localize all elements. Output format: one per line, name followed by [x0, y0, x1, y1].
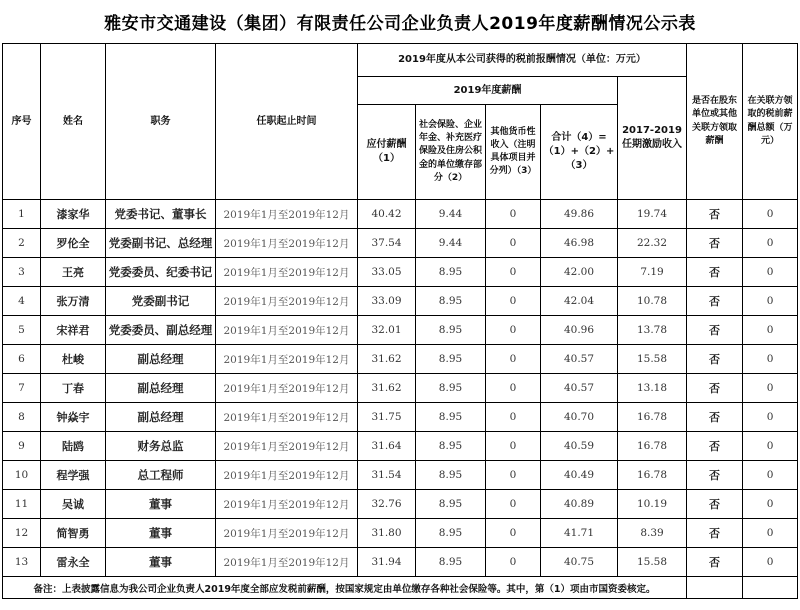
cell-total: 46.98: [541, 229, 618, 258]
cell-term: 2019年1月至2019年12月: [216, 287, 358, 316]
cell-term: 2019年1月至2019年12月: [216, 316, 358, 345]
cell-related-amount: 0: [743, 345, 798, 374]
cell-term: 2019年1月至2019年12月: [216, 374, 358, 403]
cell-name: 张万清: [41, 287, 106, 316]
cell-other-income: 0: [486, 461, 541, 490]
cell-other-income: 0: [486, 432, 541, 461]
cell-insurance: 8.95: [416, 287, 486, 316]
cell-related: 否: [687, 519, 743, 548]
cell-related: 否: [687, 548, 743, 577]
table-row: [3, 258, 798, 287]
cell-payable: 40.42: [358, 200, 416, 229]
cell-position: 党委委员、纪委书记: [106, 258, 216, 287]
cell-term: 2019年1月至2019年12月: [216, 461, 358, 490]
cell-total: 40.96: [541, 316, 618, 345]
cell-payable: 33.05: [358, 258, 416, 287]
cell-payable: 31.54: [358, 461, 416, 490]
table-row: [3, 374, 798, 403]
table-body: [3, 200, 798, 577]
cell-name: 程学强: [41, 461, 106, 490]
cell-insurance: 8.95: [416, 258, 486, 287]
cell-insurance: 9.44: [416, 200, 486, 229]
cell-related: 否: [687, 258, 743, 287]
cell-no: 4: [3, 287, 41, 316]
cell-no: 6: [3, 345, 41, 374]
cell-payable: 32.01: [358, 316, 416, 345]
cell-incentive: 15.58: [618, 548, 687, 577]
cell-incentive: 22.32: [618, 229, 687, 258]
cell-total: 40.59: [541, 432, 618, 461]
cell-total: 40.57: [541, 374, 618, 403]
cell-incentive: 10.78: [618, 287, 687, 316]
cell-name: 杜峻: [41, 345, 106, 374]
cell-no: 9: [3, 432, 41, 461]
col-header-name: 姓名: [41, 44, 106, 200]
cell-position: 党委副书记、总经理: [106, 229, 216, 258]
cell-related: 否: [687, 490, 743, 519]
cell-insurance: 8.95: [416, 519, 486, 548]
cell-payable: 31.62: [358, 374, 416, 403]
col-header-incentive: 2017-2019任期激励收入: [618, 77, 687, 200]
cell-payable: 31.62: [358, 345, 416, 374]
cell-related: 否: [687, 229, 743, 258]
table-row: [3, 548, 798, 577]
col-group-pretax: 2019年度从本公司获得的税前报酬情况（单位：万元）: [358, 44, 687, 77]
cell-total: 40.57: [541, 345, 618, 374]
cell-name: 简智勇: [41, 519, 106, 548]
table-header: [3, 44, 798, 200]
table-row: [3, 345, 798, 374]
cell-related: 否: [687, 200, 743, 229]
cell-position: 董事: [106, 548, 216, 577]
cell-no: 5: [3, 316, 41, 345]
cell-name: 钟焱宇: [41, 403, 106, 432]
cell-related-amount: 0: [743, 548, 798, 577]
col-header-no: 序号: [3, 44, 41, 200]
cell-no: 10: [3, 461, 41, 490]
cell-related-amount: 0: [743, 200, 798, 229]
cell-total: 40.75: [541, 548, 618, 577]
cell-no: 7: [3, 374, 41, 403]
cell-other-income: 0: [486, 287, 541, 316]
table-row: [3, 490, 798, 519]
cell-payable: 31.64: [358, 432, 416, 461]
cell-position: 董事: [106, 519, 216, 548]
cell-related-amount: 0: [743, 519, 798, 548]
cell-incentive: 16.78: [618, 432, 687, 461]
cell-related-amount: 0: [743, 229, 798, 258]
table-row: [3, 316, 798, 345]
cell-insurance: 8.95: [416, 374, 486, 403]
cell-name: 宋祥君: [41, 316, 106, 345]
cell-position: 副总经理: [106, 374, 216, 403]
table-row: [3, 461, 798, 490]
page-title: 雅安市交通建设（集团）有限责任公司企业负责人2019年度薪酬情况公示表: [104, 14, 696, 34]
col-header-other-income: 其他货币性收入（注明具体项目并分列）（3）: [486, 105, 541, 200]
cell-other-income: 0: [486, 548, 541, 577]
col-header-insurance: 社会保险、企业年金、补充医疗保险及住房公积金的单位缴存部分（2）: [416, 105, 486, 200]
cell-no: 8: [3, 403, 41, 432]
cell-term: 2019年1月至2019年12月: [216, 258, 358, 287]
cell-related: 否: [687, 432, 743, 461]
cell-incentive: 8.39: [618, 519, 687, 548]
cell-no: 2: [3, 229, 41, 258]
col-header-related-amount: 在关联方领取的税前薪酬总额（万元）: [743, 44, 798, 200]
cell-related-amount: 0: [743, 258, 798, 287]
col-header-total: 合计（4）=（1）+（2）+（3）: [541, 105, 618, 200]
cell-related-amount: 0: [743, 490, 798, 519]
col-header-position: 职务: [106, 44, 216, 200]
cell-incentive: 16.78: [618, 461, 687, 490]
cell-insurance: 8.95: [416, 316, 486, 345]
col-header-related: 是否在股东单位或其他关联方领取薪酬: [687, 44, 743, 200]
cell-no: 1: [3, 200, 41, 229]
cell-term: 2019年1月至2019年12月: [216, 345, 358, 374]
cell-no: 11: [3, 490, 41, 519]
cell-name: 罗伦全: [41, 229, 106, 258]
cell-related: 否: [687, 287, 743, 316]
cell-other-income: 0: [486, 403, 541, 432]
cell-insurance: 8.95: [416, 403, 486, 432]
table-row: [3, 403, 798, 432]
table-footer: [3, 577, 798, 599]
cell-position: 财务总监: [106, 432, 216, 461]
cell-other-income: 0: [486, 200, 541, 229]
col-group-2019-salary: 2019年度薪酬: [358, 77, 618, 105]
cell-other-income: 0: [486, 316, 541, 345]
cell-incentive: 10.19: [618, 490, 687, 519]
cell-other-income: 0: [486, 229, 541, 258]
cell-position: 党委委员、副总经理: [106, 316, 216, 345]
cell-position: 党委书记、董事长: [106, 200, 216, 229]
cell-term: 2019年1月至2019年12月: [216, 519, 358, 548]
cell-payable: 37.54: [358, 229, 416, 258]
cell-total: 41.71: [541, 519, 618, 548]
cell-related: 否: [687, 403, 743, 432]
cell-position: 总工程师: [106, 461, 216, 490]
cell-related-amount: 0: [743, 461, 798, 490]
cell-no: 3: [3, 258, 41, 287]
cell-total: 42.04: [541, 287, 618, 316]
cell-insurance: 8.95: [416, 432, 486, 461]
cell-total: 40.49: [541, 461, 618, 490]
cell-payable: 31.80: [358, 519, 416, 548]
cell-payable: 33.09: [358, 287, 416, 316]
cell-insurance: 8.95: [416, 490, 486, 519]
cell-payable: 31.94: [358, 548, 416, 577]
cell-no: 13: [3, 548, 41, 577]
cell-position: 副总经理: [106, 403, 216, 432]
cell-related: 否: [687, 345, 743, 374]
cell-related-amount: 0: [743, 316, 798, 345]
cell-total: 49.86: [541, 200, 618, 229]
cell-incentive: 19.74: [618, 200, 687, 229]
cell-term: 2019年1月至2019年12月: [216, 229, 358, 258]
footer-empty-cell-1: [687, 577, 743, 599]
cell-incentive: 15.58: [618, 345, 687, 374]
cell-other-income: 0: [486, 519, 541, 548]
footer-note: 备注：上表披露信息为我公司企业负责人2019年度全部应发税前薪酬，按国家规定由单位缴存各种社会保险等。其中，第（1）项由市国资委核定。: [3, 577, 687, 599]
cell-name: 王亮: [41, 258, 106, 287]
cell-other-income: 0: [486, 490, 541, 519]
cell-incentive: 13.78: [618, 316, 687, 345]
cell-total: 40.70: [541, 403, 618, 432]
cell-incentive: 16.78: [618, 403, 687, 432]
cell-name: 陆鸥: [41, 432, 106, 461]
col-header-payable: 应付薪酬（1）: [358, 105, 416, 200]
cell-insurance: 8.95: [416, 345, 486, 374]
cell-term: 2019年1月至2019年12月: [216, 200, 358, 229]
cell-incentive: 7.19: [618, 258, 687, 287]
cell-related: 否: [687, 316, 743, 345]
cell-term: 2019年1月至2019年12月: [216, 548, 358, 577]
table-row: [3, 432, 798, 461]
cell-position: 党委副书记: [106, 287, 216, 316]
cell-insurance: 8.95: [416, 548, 486, 577]
cell-other-income: 0: [486, 345, 541, 374]
cell-related-amount: 0: [743, 432, 798, 461]
cell-insurance: 9.44: [416, 229, 486, 258]
col-header-term: 任职起止时间: [216, 44, 358, 200]
cell-other-income: 0: [486, 374, 541, 403]
cell-name: 吴诚: [41, 490, 106, 519]
salary-table: [2, 43, 798, 599]
cell-term: 2019年1月至2019年12月: [216, 403, 358, 432]
cell-related-amount: 0: [743, 403, 798, 432]
table-row: [3, 519, 798, 548]
cell-related: 否: [687, 374, 743, 403]
cell-payable: 31.75: [358, 403, 416, 432]
cell-insurance: 8.95: [416, 461, 486, 490]
cell-related-amount: 0: [743, 287, 798, 316]
table-row: [3, 229, 798, 258]
cell-term: 2019年1月至2019年12月: [216, 432, 358, 461]
cell-name: 漆家华: [41, 200, 106, 229]
cell-name: 丁春: [41, 374, 106, 403]
cell-name: 雷永全: [41, 548, 106, 577]
cell-incentive: 13.18: [618, 374, 687, 403]
cell-related: 否: [687, 461, 743, 490]
footer-empty-cell-2: [743, 577, 798, 599]
cell-payable: 32.76: [358, 490, 416, 519]
cell-term: 2019年1月至2019年12月: [216, 490, 358, 519]
table-row: [3, 287, 798, 316]
cell-position: 副总经理: [106, 345, 216, 374]
cell-total: 40.89: [541, 490, 618, 519]
table-row: [3, 200, 798, 229]
cell-position: 董事: [106, 490, 216, 519]
cell-total: 42.00: [541, 258, 618, 287]
cell-related-amount: 0: [743, 374, 798, 403]
cell-other-income: 0: [486, 258, 541, 287]
cell-no: 12: [3, 519, 41, 548]
